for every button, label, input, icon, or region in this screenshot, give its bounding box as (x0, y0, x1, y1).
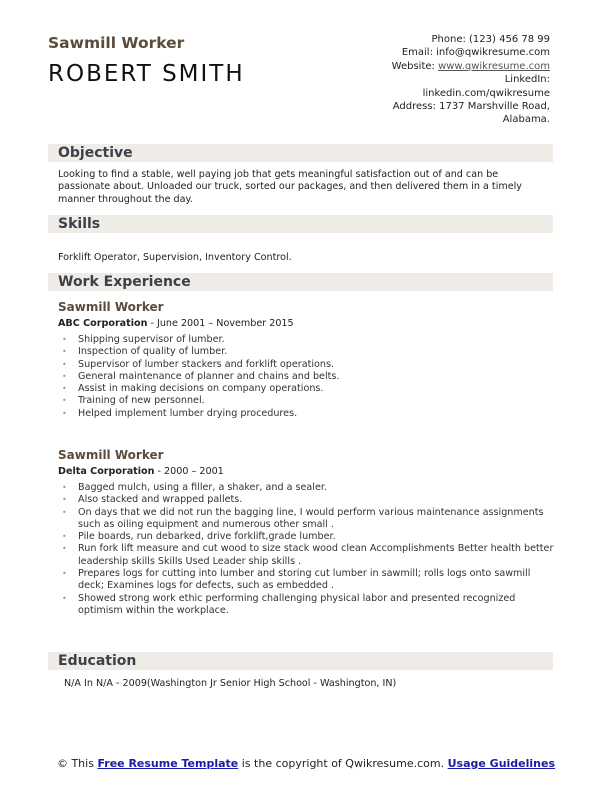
footer (0, 757, 612, 770)
list-item: • Showed strong work ethic performing challenging physical labor and presented recognized optimism within the workplace. (58, 593, 558, 618)
website-link[interactable]: www.qwikresume.com (438, 60, 550, 72)
website-label: Website: (391, 60, 439, 72)
phone: Phone: (123) 456 78 99 (431, 34, 550, 45)
company: ABC Corporation (58, 318, 148, 329)
education-text: N/A In N/A - 2009(Washington Jr Senior High School - Washington, IN) (64, 678, 397, 689)
list-item: • Inspection of quality of lumber. (58, 346, 558, 358)
list-item: • Run fork lift measure and cut wood to size stack wood clean Accomplishments Better health better leadership skills Skills Used Leader ship skills . (58, 543, 558, 568)
list-item: • Pile boards, run debarked, drive forklift,grade lumber. (58, 531, 558, 543)
list-item: • Training of new personnel. (58, 395, 558, 407)
job-bullets (58, 482, 558, 617)
job-title: Sawmill Worker (58, 448, 164, 462)
job-title: Sawmill Worker (58, 300, 164, 314)
job-company-line (58, 466, 224, 477)
skills-text: Forklift Operator, Supervision, Inventory Control. (58, 252, 292, 263)
contact-info (350, 33, 550, 127)
dates: - 2000 – 2001 (154, 466, 224, 477)
job-company-line (58, 318, 294, 329)
list-item: • Also stacked and wrapped pallets. (58, 494, 558, 506)
company: Delta Corporation (58, 466, 155, 477)
footer-prefix: © This (56, 757, 98, 770)
list-item: • Prepares logs for cutting into lumber and storing cut lumber in sawmill; rolls logs onto sawmill deck; Examines logs for defects, such as embedded . (58, 568, 558, 593)
usage-guidelines-link[interactable]: Usage Guidelines (447, 757, 556, 770)
education-heading: Education (48, 652, 553, 670)
dates: - June 2001 – November 2015 (147, 318, 294, 329)
resume-job-title: Sawmill Worker (48, 34, 185, 52)
list-item: • Helped implement lumber drying procedures. (58, 408, 558, 420)
work-experience-heading: Work Experience (48, 273, 553, 291)
list-item: • On days that we did not run the bagging line, I would perform various maintenance assignments such as oiling equipment and numerous other small . (58, 507, 558, 532)
list-item: • Bagged mulch, using a filler, a shaker, and a sealer. (58, 482, 558, 494)
objective-text: Looking to find a stable, well paying job that gets meaningful satisfaction out of and can be passionate about. Unloaded our truck, sorted our packages, and then delivered them in a timely manner throughout the day. (58, 169, 522, 205)
free-resume-template-link[interactable]: Free Resume Template (97, 757, 239, 770)
linkedin: linkedin.com/qwikresume (422, 87, 550, 99)
list-item: • Assist in making decisions on company operations. (58, 383, 558, 395)
footer-middle: is the copyright of Qwikresume.com. (238, 757, 448, 770)
job-bullets (58, 334, 558, 420)
skills-heading: Skills (48, 215, 553, 233)
linkedin-label: LinkedIn: (504, 74, 550, 86)
candidate-name: ROBERT SMITH (48, 61, 245, 87)
list-item: • Shipping supervisor of lumber. (58, 334, 558, 346)
objective-heading: Objective (48, 144, 553, 162)
list-item: • Supervisor of lumber stackers and forklift operations. (58, 359, 558, 371)
email: Email: info@qwikresume.com (401, 47, 550, 59)
list-item: • General maintenance of planner and chains and belts. (58, 371, 558, 383)
address: Address: 1737 Marshville Road, Alabama. (392, 101, 550, 126)
